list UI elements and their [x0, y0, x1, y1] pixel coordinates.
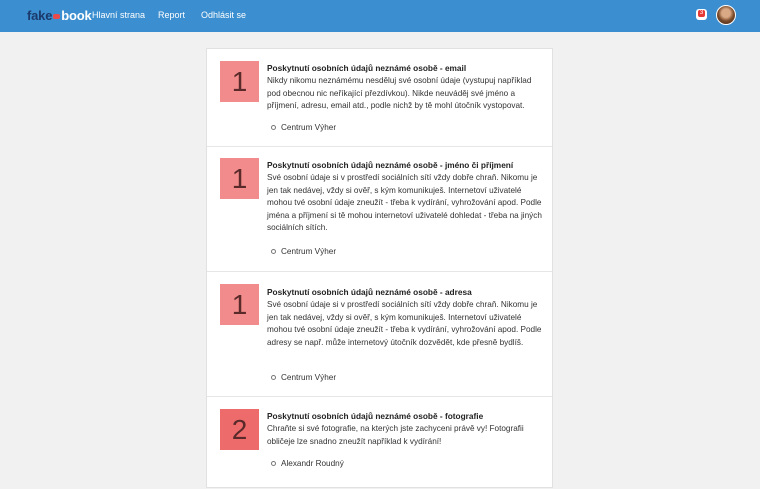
post-title: Poskytnutí osobních údajů neznámé osobě - jméno či příjmení	[267, 160, 514, 170]
author-circle-icon	[271, 125, 276, 130]
post-score: 1	[220, 158, 259, 199]
post-feed	[206, 48, 553, 488]
author-circle-icon	[271, 375, 276, 380]
post-description: Své osobní údaje si v prostředí sociálních sítí vždy dobře chraň. Nikomu je jen tak nedávej, vždy si ověř, s kým komunikuješ. Internetoví uživatelé mohou tvé osobní údaje zneužít - třeba k vydírání, vyhrožování apod. Podle jména a příjmení si tě mohou internetoví uživatelé dohledat - třeba na jiných sociálních sítích.	[267, 173, 542, 232]
post-description: Své osobní údaje si v prostředí sociálních sítí vždy dobře chraň. Nikomu je jen tak nedávej, vždy si ověř, s kým komunikuješ. Internetoví uživatelé mohou tvé osobní údaje zneužít - třeba k vydírání, vyhrožování apod. Podle adresy se např. může internetový útočník dozvědět, kde přesně bydlíš.	[267, 300, 542, 347]
post-description: Chraňte si své fotografie, na kterých jste zachyceni právě vy! Fotografii obličeje lze snadno zneužít například k vydírání!	[267, 424, 524, 446]
author-circle-icon	[271, 249, 276, 254]
post-card	[207, 272, 552, 397]
post-author[interactable]	[271, 247, 336, 256]
nav-home-link[interactable]: Hlavní strana	[92, 10, 146, 20]
brand-dot-icon	[53, 14, 60, 19]
post-author-name: Centrum Výher	[281, 123, 337, 132]
nav-logout-link[interactable]: Odhlásit se	[201, 10, 247, 20]
brand-part-1: fake	[27, 8, 53, 23]
post-title: Poskytnutí osobních údajů neznámé osobě - fotografie	[267, 411, 484, 421]
post-author[interactable]	[271, 459, 344, 468]
post-score: 2	[220, 409, 259, 450]
post-score: 1	[220, 61, 259, 102]
post-description: Nikdy nikomu neznámému nesděluj své osobní údaje (vystupuj například pod obecnou nic neříkající přezdívkou). Nikde neuváděj své jméno a příjmení, adresu, email atd., podle nichž by tě mohl útočník vystopovat.	[267, 76, 532, 110]
post-author[interactable]	[271, 123, 336, 132]
post-author-name: Centrum Výher	[281, 373, 337, 382]
notification-bell-icon[interactable]	[696, 9, 707, 20]
post-score: 1	[220, 284, 259, 325]
post-card	[207, 147, 552, 272]
user-avatar[interactable]	[716, 5, 736, 25]
top-navbar	[0, 0, 760, 32]
post-card	[207, 49, 552, 147]
notification-count: 3	[699, 10, 704, 16]
post-title: Poskytnutí osobních údajů neznámé osobě - email	[267, 63, 467, 73]
post-author[interactable]	[271, 373, 336, 382]
nav-report-link[interactable]: Report	[158, 10, 186, 20]
post-title: Poskytnutí osobních údajů neznámé osobě - adresa	[267, 287, 472, 297]
brand-logo[interactable]	[27, 8, 92, 23]
brand-part-2: book	[61, 8, 92, 23]
post-author-name: Alexandr Roudný	[281, 459, 344, 468]
post-card	[207, 397, 552, 489]
post-author-name: Centrum Výher	[281, 247, 337, 256]
author-circle-icon	[271, 461, 276, 466]
